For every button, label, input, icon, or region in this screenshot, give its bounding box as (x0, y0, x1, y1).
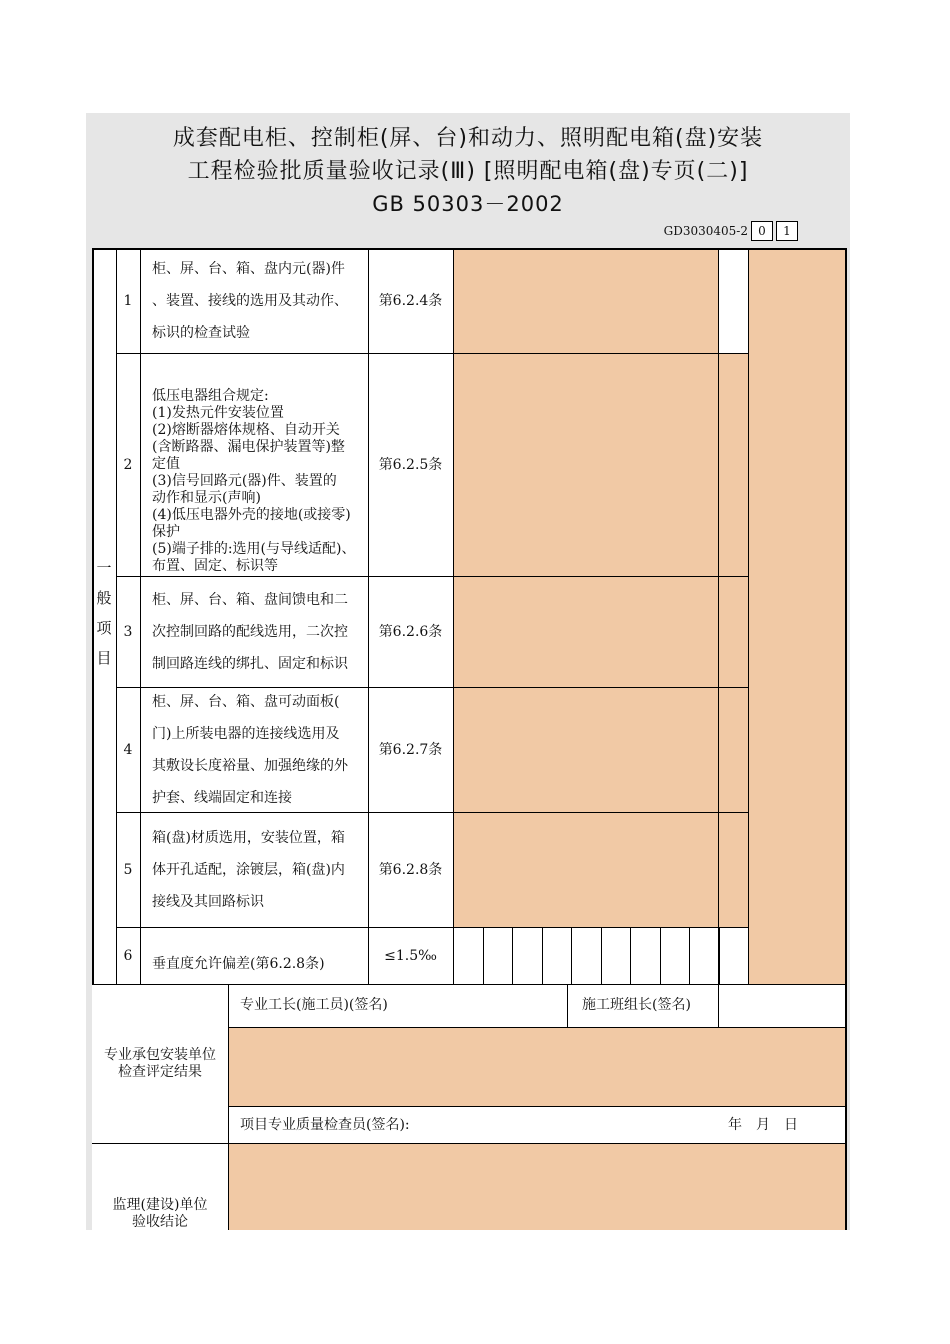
measurement-cell[interactable] (512, 927, 542, 984)
row-clause: ≤1.5‰ (384, 947, 437, 964)
form-number-prefix: GD3030405-2 (663, 224, 748, 238)
table-rule (453, 248, 454, 1027)
form-number (664, 221, 798, 241)
result-cell-merged[interactable] (718, 353, 748, 927)
sign-date: 年 月 日 (728, 1117, 798, 1133)
table-rule (542, 927, 543, 984)
row-item-text: 箱(盘)材质选用，安装位置，箱 体开孔适配，涂镀层，箱(盘)内 接线及其回路标识 (152, 829, 345, 910)
table-rule (92, 248, 845, 250)
table-rule (718, 248, 719, 984)
table-rule (601, 927, 602, 984)
table-rule (228, 1027, 845, 1028)
section-label-char: 一 (96, 559, 112, 577)
row-number: 4 (123, 741, 133, 758)
row-number: 2 (123, 456, 133, 473)
blank-cell-row-1 (718, 249, 748, 353)
table-rule (116, 248, 117, 984)
measurement-cell[interactable] (453, 927, 483, 984)
measurement-cell[interactable] (719, 927, 749, 984)
result-cell-row-4[interactable] (453, 687, 718, 812)
result-cell-row-2[interactable] (453, 353, 718, 576)
table-rule (228, 1106, 845, 1107)
supervisor-conclusion-area[interactable] (229, 1144, 845, 1230)
row-number: 1 (123, 293, 133, 309)
row-item-text: 柜、屏、台、箱、盘可动面板( 门)上所装电器的连接线选用及 其敷设长度裕量、加强绝缘的外 护套、线端固定和连接 (152, 693, 348, 806)
table-rule (748, 248, 749, 984)
row-clause: 第6.2.8条 (378, 861, 443, 878)
measurement-cell[interactable] (601, 927, 631, 984)
result-cell-row-3[interactable] (453, 576, 718, 687)
table-rule (116, 353, 748, 354)
measurement-cell[interactable] (483, 927, 513, 984)
row-number: 6 (123, 947, 133, 964)
row-item-text: 垂直度允许偏差(第6.2.8条) (152, 955, 325, 972)
measurement-cell[interactable] (660, 927, 690, 984)
form-title-line1: 成套配电柜、控制柜(屏、台)和动力、照明配电箱(盘)安装 (172, 126, 764, 151)
team-leader-signature-label: 施工班组长(签名) (582, 997, 691, 1013)
row-clause: 第6.2.6条 (378, 623, 443, 640)
foreman-signature-label: 专业工长(施工员)(签名) (240, 997, 388, 1013)
supervisor-unit-label: 监理(建设)单位 验收结论 (112, 1197, 208, 1230)
row-item-text: 柜、屏、台、箱、盘间馈电和二 次控制回路的配线选用，二次控 制回路连线的绑扎、固定和标识 (152, 591, 348, 672)
row-clause: 第6.2.5条 (378, 456, 443, 473)
table-rule (116, 812, 748, 813)
row-number: 3 (123, 623, 133, 640)
remarks-cell[interactable] (748, 249, 845, 984)
form-title-line2: 工程检验批质量验收记录(Ⅲ) [照明配电箱(盘)专页(二)] (187, 159, 749, 184)
table-rule (571, 927, 572, 984)
section-label-char: 般 (96, 589, 112, 607)
row-clause: 第6.2.7条 (378, 741, 443, 758)
table-rule (567, 985, 568, 1027)
table-rule (483, 927, 484, 984)
table-rule (116, 927, 748, 928)
measurement-cell[interactable] (542, 927, 572, 984)
table-rule (689, 927, 690, 984)
contractor-unit-label: 专业承包安装单位 检查评定结果 (104, 1047, 216, 1080)
inspector-signature-label: 项目专业质量检查员(签名): (240, 1117, 410, 1133)
form-number-box-2[interactable]: 1 (776, 221, 798, 241)
table-rule (140, 248, 141, 984)
measurement-cell[interactable] (689, 927, 719, 984)
section-label-char: 项 (96, 619, 112, 637)
form-number-box-1[interactable]: 0 (751, 221, 773, 241)
table-rule (660, 927, 661, 984)
table-rule (116, 576, 748, 577)
row-item-text: 低压电器组合规定: (1)发热元件安装位置 (2)熔断器熔体规格、自动开关 (含断路器、漏电保护装置等)整 定值 (3)信号回路元(器)件、装置的 动作和显示(声响) (4)低压电器外壳的接地(或接零)保护 (5)端子排的:选用(与导线适配)、布置、固定、标识等 (152, 388, 356, 575)
unit-result-area[interactable] (229, 1027, 845, 1106)
result-cell-row-5[interactable] (453, 812, 718, 927)
form-standard-code: GB 50303－2002 (372, 192, 564, 216)
measurement-cell[interactable] (630, 927, 660, 984)
row-clause: 第6.2.4条 (378, 293, 443, 309)
row-item-text: 柜、屏、台、箱、盘内元(器)件 、装置、接线的选用及其动作、 标识的检查试验 (152, 261, 348, 341)
table-rule (116, 687, 748, 688)
table-rule (719, 927, 720, 984)
section-label-char: 目 (96, 649, 112, 667)
table-rule (630, 927, 631, 984)
measurement-cell[interactable] (571, 927, 601, 984)
table-rule (368, 248, 369, 984)
result-cell-row-1[interactable] (453, 249, 718, 353)
table-rule (92, 1143, 845, 1144)
table-rule (845, 248, 847, 1230)
table-rule (512, 927, 513, 984)
row-number: 5 (123, 861, 133, 878)
table-rule (228, 985, 229, 1230)
